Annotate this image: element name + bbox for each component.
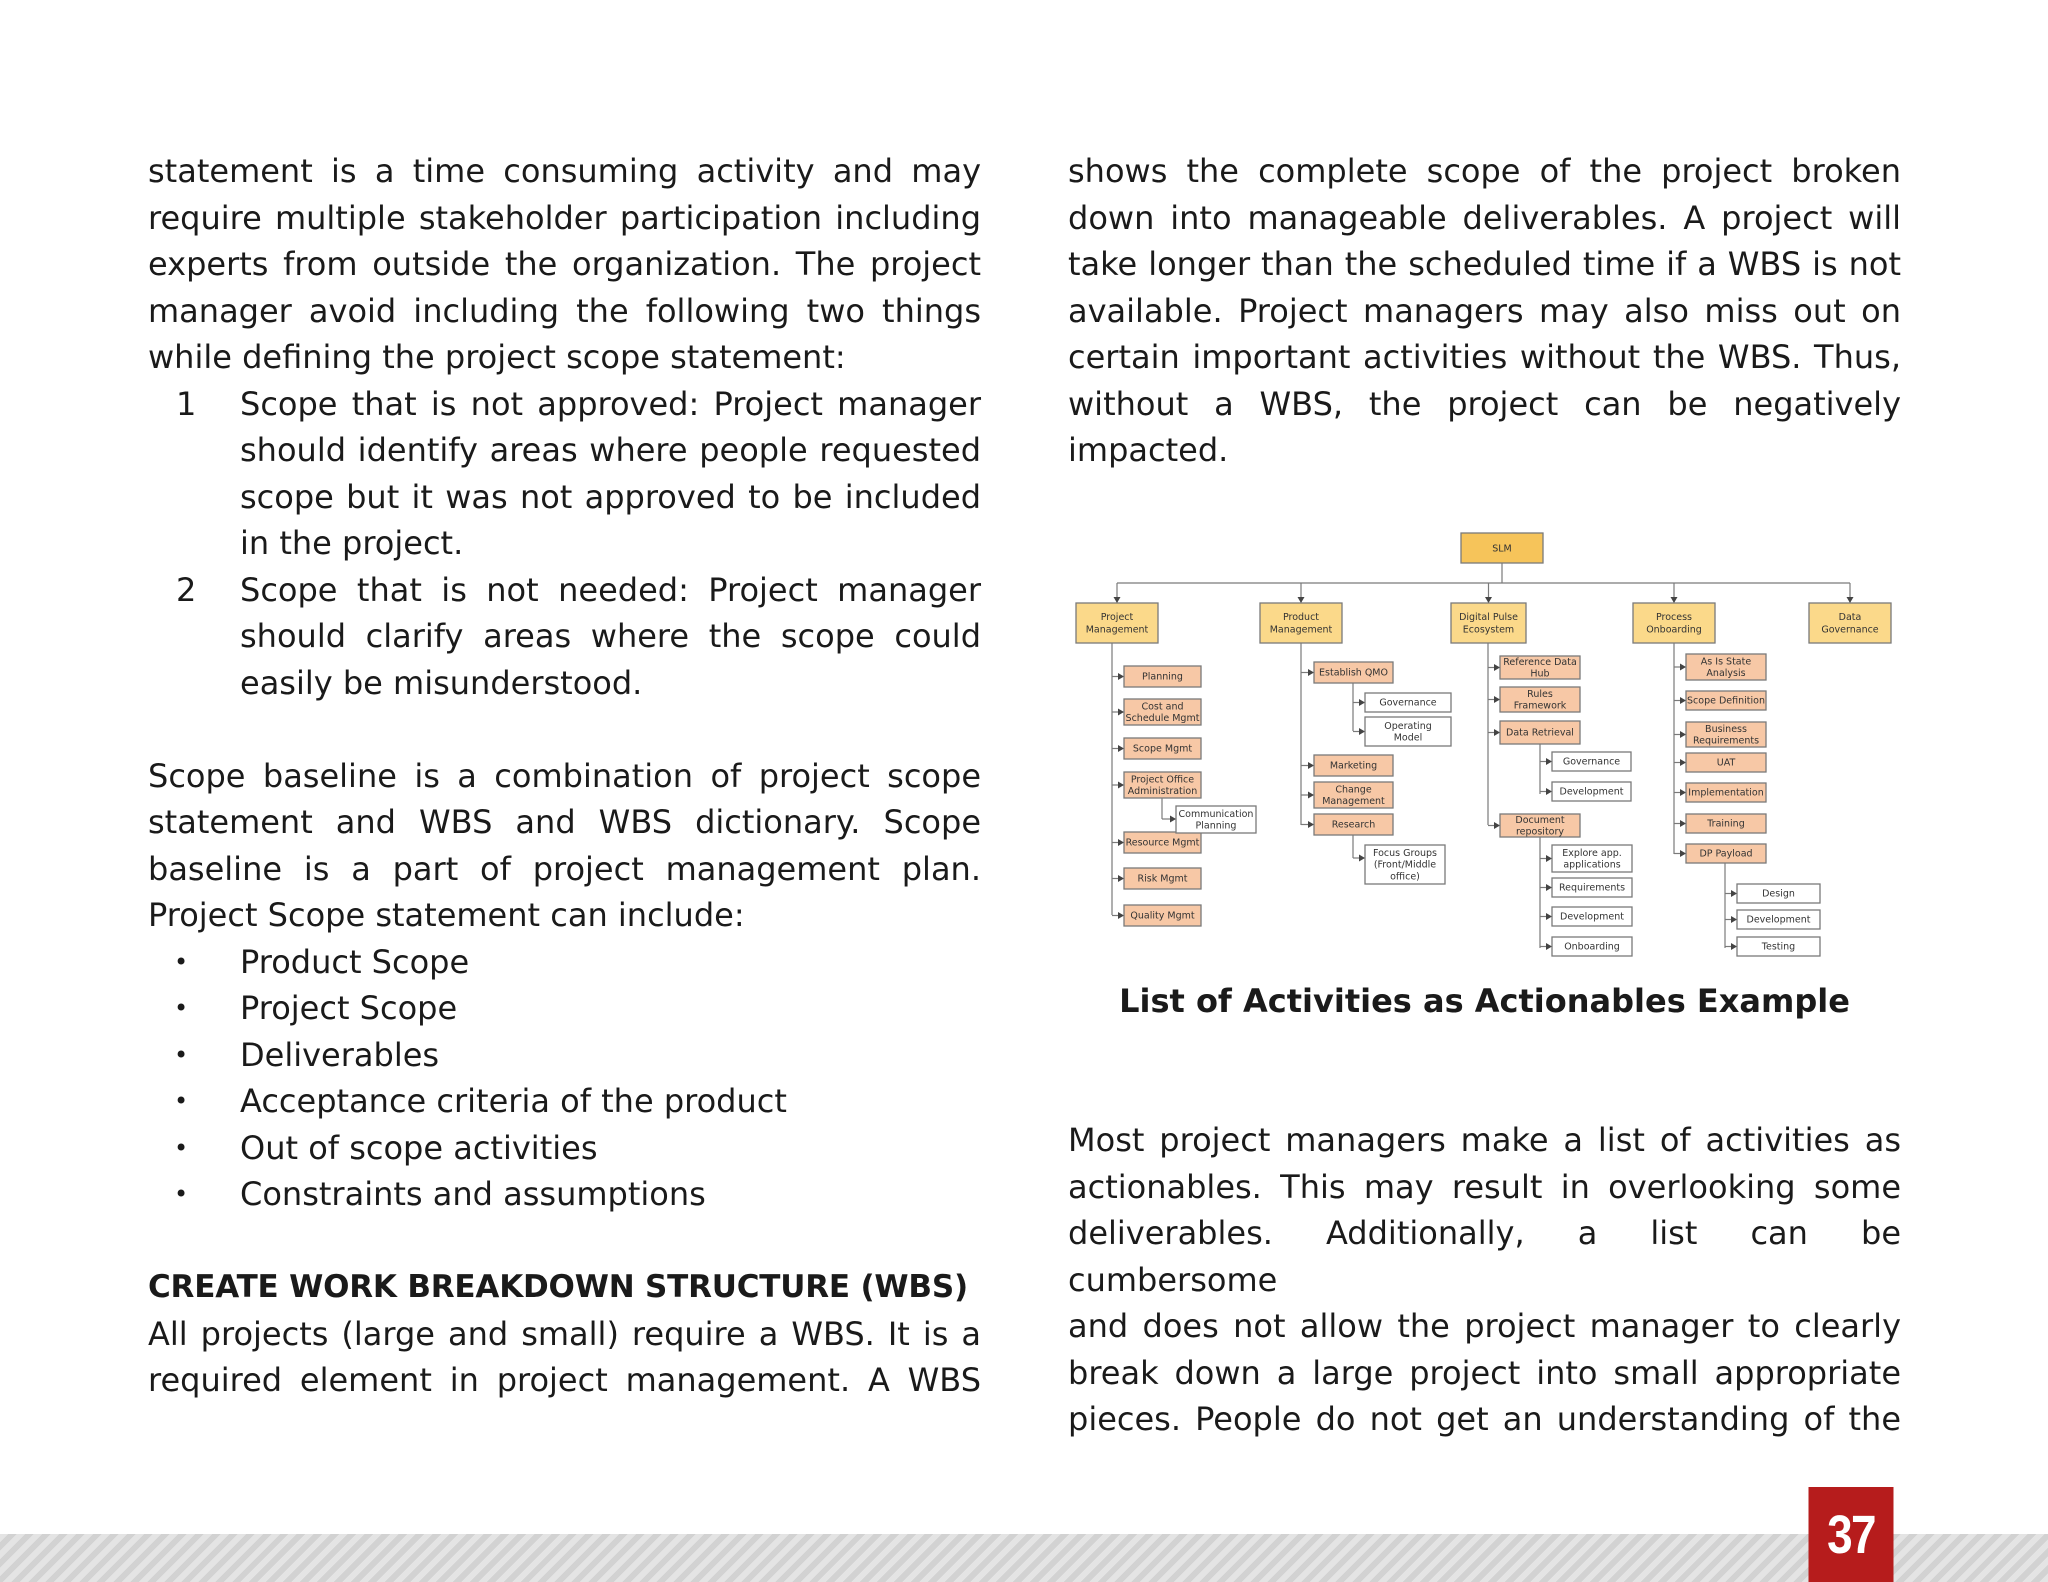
- arrow-icon: [1485, 597, 1492, 603]
- box-label: Management: [1085, 624, 1149, 636]
- box-label: Rules: [1527, 688, 1553, 700]
- arrow-icon: [1680, 664, 1686, 671]
- box-label: Marketing: [1329, 760, 1378, 772]
- box-label: Framework: [1513, 700, 1567, 712]
- bullet-text: Project Scope: [240, 989, 458, 1027]
- text-line: Scope baseline is a combination of project scope: [148, 756, 981, 795]
- wbs-activity-node: [1314, 814, 1393, 835]
- arrow-icon: [1546, 758, 1552, 765]
- wbs-activity-node: [1686, 654, 1766, 680]
- box-label: Resource Mgmt: [1125, 837, 1200, 849]
- list-number: 2: [176, 570, 197, 609]
- wbs-activity-node: [1124, 666, 1201, 687]
- bullet-icon: •: [174, 1133, 189, 1162]
- arrow-icon: [1308, 792, 1314, 799]
- box-label: Onboarding: [1564, 941, 1620, 953]
- box-label: Product: [1282, 612, 1320, 624]
- text-line: should identify areas where people requested: [240, 431, 981, 469]
- arrow-icon: [1308, 762, 1314, 769]
- text-line: pieces. People do not get an understanding of the: [1068, 1400, 1901, 1438]
- bullet-list: [148, 939, 981, 1218]
- wbs-activity-node: [1686, 722, 1766, 747]
- footer-band: [0, 1534, 2048, 1582]
- wbs-diagram: [1068, 520, 1901, 970]
- root-node: [1461, 533, 1543, 563]
- intro-paragraph: [148, 148, 981, 381]
- wbs-subactivity-node: [1552, 782, 1631, 801]
- box-label: Governance: [1379, 697, 1437, 709]
- wbs-subactivity-node: [1365, 845, 1445, 884]
- arrow-icon: [1298, 597, 1305, 603]
- wbs-activity-node: [1314, 782, 1393, 808]
- list-text: [240, 381, 981, 567]
- box-label: Scope Mgmt: [1132, 743, 1193, 755]
- box-label: (Front/Middle: [1373, 859, 1437, 871]
- text-line: and does not allow the project manager to clearly: [1068, 1307, 1901, 1345]
- box-label: Analysis: [1706, 668, 1746, 679]
- box-label: Data Retrieval: [1506, 727, 1574, 739]
- text-line: while defining the project scope statement:: [148, 338, 846, 376]
- box-label: Risk Mgmt: [1137, 873, 1188, 885]
- text-line: in the project.: [240, 524, 464, 562]
- arrow-icon: [1118, 709, 1124, 716]
- box-label: Onboarding: [1646, 624, 1702, 636]
- list-item: [148, 381, 981, 567]
- arrow-icon: [1680, 697, 1686, 704]
- arrow-icon: [1731, 890, 1737, 897]
- bullet-icon: •: [174, 1180, 189, 1208]
- wbs-subactivity-node: [1552, 845, 1632, 872]
- box-label: Administration: [1127, 786, 1198, 797]
- text-line: actionables. This may result in overlooking some: [1068, 1167, 1901, 1206]
- text-line: break down a large project into small appropriate: [1068, 1353, 1901, 1392]
- figure-caption: List of Activities as Actionables Example: [1119, 982, 1850, 1020]
- text-line: certain important activities without the WBS. Thus,: [1068, 338, 1901, 376]
- list-item: [148, 567, 981, 707]
- text-line: statement and WBS and WBS dictionary. Scope: [148, 803, 981, 841]
- list-item: [148, 1125, 981, 1172]
- arrow-icon: [1546, 943, 1552, 950]
- box-label: Scope Definition: [1687, 695, 1765, 707]
- wbs-subactivity-node: [1176, 806, 1256, 833]
- arrow-icon: [1359, 728, 1365, 735]
- list-number: 1: [176, 384, 197, 423]
- arrow-icon: [1546, 913, 1552, 920]
- box-label: Governance: [1821, 624, 1879, 636]
- text-line: Most project managers make a list of activities as: [1068, 1121, 1901, 1159]
- level1-node: [1260, 603, 1342, 643]
- level1-node: [1633, 603, 1715, 643]
- list-text: [240, 567, 981, 707]
- box-label: Requirements: [1692, 735, 1760, 747]
- bullet-icon: •: [174, 994, 189, 1022]
- bullet-text: Acceptance criteria of the product: [240, 1082, 787, 1120]
- level1-node: [1076, 603, 1158, 643]
- box-label: Explore app.: [1562, 847, 1622, 859]
- arrow-icon: [1114, 597, 1121, 603]
- box-label: applications: [1563, 859, 1621, 871]
- bullet-icon: •: [174, 947, 189, 976]
- wbs-activity-node: [1314, 662, 1393, 683]
- box-label: Development: [1559, 786, 1624, 798]
- wbs-activity-node: [1124, 905, 1201, 926]
- text-line: experts from outside the organization. The project: [148, 245, 981, 283]
- arrow-icon: [1847, 597, 1854, 603]
- text-line: scope but it was not approved to be included: [240, 477, 981, 516]
- box-label: Planning: [1195, 820, 1237, 832]
- right-column-bottom: [1068, 1117, 1901, 1443]
- spacer: [148, 1218, 981, 1265]
- arrow-icon: [1680, 759, 1686, 766]
- box-label: Schedule Mgmt: [1125, 713, 1200, 724]
- arrow-icon: [1680, 789, 1686, 796]
- arrow-icon: [1118, 673, 1124, 680]
- arrow-icon: [1170, 816, 1176, 823]
- box-label: Operating: [1384, 720, 1432, 732]
- text-line: impacted.: [1068, 431, 1229, 469]
- wbs-activity-node: [1124, 699, 1201, 725]
- arrow-icon: [1359, 699, 1365, 706]
- arrow-icon: [1680, 850, 1686, 857]
- box-label: Business: [1705, 723, 1747, 735]
- box-label: repository: [1515, 826, 1565, 838]
- box-label: Data: [1838, 612, 1862, 624]
- box-label: office): [1390, 871, 1420, 883]
- arrow-icon: [1494, 696, 1500, 703]
- text-line: All projects (large and small) require a WBS. It is a: [148, 1314, 981, 1353]
- wbs-activity-node: [1124, 832, 1201, 853]
- bullet-text: Deliverables: [240, 1035, 440, 1074]
- arrow-icon: [1118, 782, 1124, 789]
- wbs-activity-node: [1124, 772, 1201, 798]
- box-label: Process: [1655, 612, 1693, 624]
- box-label: Management: [1322, 796, 1385, 807]
- arrow-icon: [1118, 745, 1124, 752]
- text-line: baseline is a part of project management plan.: [148, 849, 981, 888]
- box-label: DP Payload: [1699, 848, 1753, 860]
- arrow-icon: [1731, 943, 1737, 950]
- box-label: Reference Data: [1503, 656, 1577, 668]
- box-label: Cost and: [1141, 701, 1184, 713]
- wbs-continued-paragraph: [1068, 148, 1901, 474]
- arrow-icon: [1359, 855, 1365, 862]
- section-heading: CREATE WORK BREAKDOWN STRUCTURE (WBS): [148, 1269, 968, 1305]
- text-line: Scope that is not needed: Project manager: [240, 570, 981, 609]
- list-item: [148, 1171, 981, 1218]
- box-label: Requirements: [1558, 882, 1626, 894]
- box-label: Development: [1560, 911, 1624, 923]
- right-column-top: [1068, 148, 1901, 474]
- wbs-diagram-svg: [1068, 520, 1901, 970]
- spacer: [148, 706, 981, 753]
- arrow-icon: [1680, 731, 1686, 738]
- box-label: Focus Groups: [1372, 847, 1438, 859]
- arrow-icon: [1118, 875, 1124, 882]
- text-line: shows the complete scope of the project broken: [1068, 152, 1901, 190]
- box-label: SLM: [1492, 543, 1512, 555]
- box-label: Development: [1746, 914, 1811, 926]
- wbs-subactivity-node: [1737, 937, 1820, 956]
- bullet-text: Product Scope: [240, 942, 470, 981]
- wbs-subactivity-node: [1552, 907, 1632, 926]
- wbs-activity-node: [1500, 814, 1580, 838]
- box-label: Implementation: [1688, 787, 1764, 799]
- box-label: Ecosystem: [1462, 624, 1515, 636]
- text-line: manager avoid including the following two things: [148, 291, 981, 330]
- arrow-icon: [1118, 912, 1124, 919]
- arrow-icon: [1546, 884, 1552, 891]
- wbs-subactivity-node: [1552, 937, 1632, 956]
- left-column: [148, 148, 981, 1404]
- wbs-activity-node: [1686, 783, 1766, 802]
- box-label: Communication: [1178, 808, 1254, 820]
- box-label: Training: [1707, 818, 1745, 830]
- wbs-activity-node: [1686, 814, 1766, 833]
- bullet-icon: •: [174, 1087, 189, 1115]
- box-label: As Is State: [1700, 656, 1752, 668]
- text-line: Scope that is not approved: Project manager: [240, 384, 981, 423]
- list-item: [148, 939, 981, 986]
- page-number: 37: [1809, 1487, 1894, 1582]
- box-label: UAT: [1716, 757, 1736, 769]
- list-item: [148, 985, 981, 1032]
- wbs-activity-node: [1686, 691, 1766, 710]
- bullet-text: Out of scope activities: [240, 1128, 598, 1167]
- box-label: Establish QMO: [1319, 667, 1388, 679]
- box-label: Planning: [1142, 671, 1183, 683]
- wbs-activity-node: [1314, 755, 1393, 776]
- wbs-subactivity-node: [1365, 717, 1451, 746]
- wbs-subactivity-node: [1552, 878, 1632, 897]
- box-label: Design: [1762, 888, 1795, 900]
- box-label: Project Office: [1130, 774, 1195, 786]
- list-item: [148, 1078, 981, 1125]
- arrow-icon: [1671, 597, 1678, 603]
- box-label: Change: [1335, 784, 1372, 796]
- bullet-text: Constraints and assumptions: [240, 1175, 706, 1213]
- box-label: Digital Pulse: [1459, 612, 1518, 624]
- list-item: [148, 1032, 981, 1079]
- arrow-icon: [1546, 788, 1552, 795]
- box-label: Quality Mgmt: [1130, 910, 1195, 922]
- wbs-subactivity-node: [1552, 752, 1631, 771]
- text-line: require multiple stakeholder participation including: [148, 198, 981, 237]
- wbs-activity-node: [1686, 753, 1766, 772]
- level1-node: [1809, 603, 1891, 643]
- arrow-icon: [1118, 839, 1124, 846]
- arrow-icon: [1308, 669, 1314, 676]
- wbs-activity-node: [1686, 844, 1766, 863]
- wbs-activity-node: [1124, 868, 1201, 889]
- box-label: Model: [1393, 732, 1423, 744]
- wbs-subactivity-node: [1365, 693, 1451, 712]
- text-line: statement is a time consuming activity and may: [148, 152, 981, 190]
- box-label: Research: [1331, 819, 1376, 831]
- arrow-icon: [1680, 820, 1686, 827]
- text-line: required element in project management. A WBS: [148, 1361, 981, 1399]
- text-line: deliverables. Additionally, a list can be cumbersome: [1068, 1214, 1901, 1299]
- bullet-icon: •: [174, 1040, 189, 1069]
- arrow-icon: [1731, 916, 1737, 923]
- numbered-list: [148, 381, 981, 707]
- text-line: should clarify areas where the scope could: [240, 617, 981, 655]
- arrow-icon: [1494, 729, 1500, 736]
- arrow-icon: [1494, 822, 1500, 829]
- wbs-paragraph: [148, 1311, 981, 1404]
- wbs-subactivity-node: [1737, 884, 1820, 903]
- text-line: down into manageable deliverables. A project will: [1068, 198, 1901, 237]
- box-label: Hub: [1530, 668, 1550, 680]
- wbs-activity-node: [1500, 687, 1580, 712]
- wbs-activity-node: [1500, 656, 1580, 680]
- arrow-icon: [1546, 855, 1552, 862]
- box-label: Project: [1100, 612, 1134, 624]
- box-label: Management: [1269, 624, 1333, 636]
- box-label: Document: [1515, 814, 1565, 826]
- text-line: take longer than the scheduled time if a WBS is not: [1068, 245, 1901, 283]
- arrow-icon: [1308, 821, 1314, 828]
- arrow-icon: [1494, 664, 1500, 671]
- wbs-activity-node: [1500, 721, 1580, 744]
- baseline-paragraph: [148, 753, 981, 939]
- text-line: available. Project managers may also miss out on: [1068, 291, 1901, 330]
- box-label: Testing: [1761, 941, 1796, 953]
- wbs-activity-node: [1124, 738, 1201, 759]
- box-label: Governance: [1562, 756, 1621, 768]
- level1-node: [1451, 603, 1526, 643]
- text-line: Project Scope statement can include:: [148, 896, 745, 934]
- text-line: without a WBS, the project can be negatively: [1068, 384, 1901, 423]
- text-line: easily be misunderstood.: [240, 663, 643, 702]
- wbs-subactivity-node: [1737, 910, 1820, 929]
